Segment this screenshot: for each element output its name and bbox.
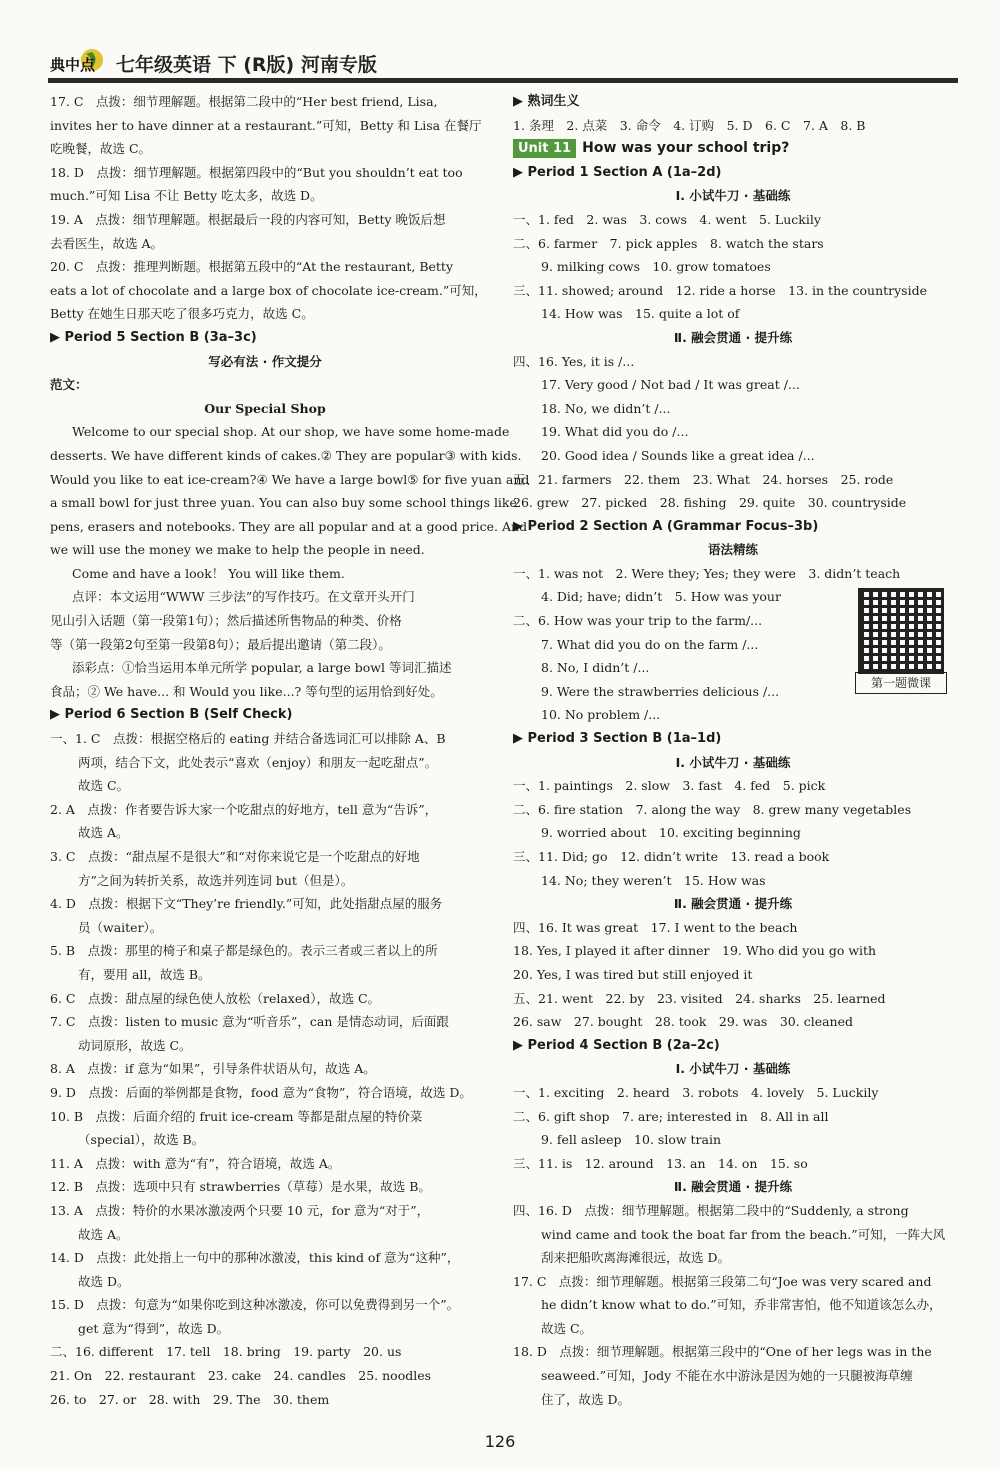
left-line [50, 397, 480, 421]
header-rule [48, 78, 958, 83]
line-text: 方”之间为转折关系，故选并列连词 but（但是）。 [78, 872, 354, 888]
line-text: 14. D 点拨：此处指上一句中的那种冰激凌，this kind of 意为“这种”， [50, 1250, 460, 1266]
right-line [513, 1175, 953, 1199]
right-line [513, 1152, 953, 1176]
line-text: much.”可知 Lisa 不让 Betty 吃太多，故选 D。 [50, 188, 323, 204]
line-text: 两项，结合下文，此处表示“喜欢（enjoy）和朋友一起吃甜点”。 [78, 754, 438, 770]
right-line [513, 397, 953, 421]
right-line [513, 798, 953, 822]
line-text: 9. Were the strawberries delicious /... [541, 683, 780, 699]
right-line [513, 232, 953, 256]
right-line [513, 420, 953, 444]
right-line [513, 1317, 953, 1341]
line-text: 一、1. was not 2. Were they; Yes; they were 3. didn’t teach [513, 565, 901, 581]
left-line [50, 562, 480, 586]
right-line [513, 1034, 953, 1058]
line-text: 二、16. different 17. tell 18. bring 19. party 20. us [50, 1344, 402, 1360]
right-line [513, 1388, 953, 1412]
line-text: 四、16. D 点拨：细节理解题。根据第二段中的“Suddenly, a strong [513, 1202, 909, 1218]
left-line [50, 1223, 480, 1247]
left-line [50, 798, 480, 822]
line-text: ▶ Period 2 Section A (Grammar Focus–3b) [513, 518, 819, 534]
right-line [513, 468, 953, 492]
right-line [513, 326, 953, 350]
line-text: 18. D 点拨：细节理解题。根据第三段中的“One of her legs was in the [513, 1344, 932, 1360]
line-text: he didn’t know what to do.”可知，乔非常害怕，他不知道该怎么办， [541, 1297, 942, 1313]
line-text: invites her to have dinner at a restaurant.”可知，Betty 和 Lisa 在餐厅 [50, 117, 482, 133]
left-line [50, 916, 480, 940]
right-line [513, 373, 953, 397]
line-text: 20. C 点拨：推理判断题。根据第五段中的“At the restaurant, Betty [50, 259, 454, 275]
left-line [50, 680, 480, 704]
line-text: 一、1. paintings 2. slow 3. fast 4. fed 5. pick [513, 778, 826, 794]
line-text: eats a lot of chocolate and a large box of chocolate ice-cream.”可知， [50, 282, 487, 298]
left-line [50, 1152, 480, 1176]
left-line [50, 633, 480, 657]
right-line [513, 892, 953, 916]
left-line [50, 161, 480, 185]
right-line [513, 562, 953, 586]
line-text: seaweed.”可知，Jody 不能在水中游泳是因为她的一只腿被海草缠 [541, 1368, 913, 1384]
right-line [513, 1270, 953, 1294]
right-line [513, 1128, 953, 1152]
left-line [50, 1340, 480, 1364]
line-text: 住了，故选 D。 [541, 1391, 630, 1407]
line-text: 9. D 点拨：后面的举例都是食物，food 意为“食物”，符合语境，故选 D。 [50, 1084, 472, 1100]
right-line [513, 184, 953, 208]
line-text: 21. On 22. restaurant 23. cake 24. candles 25. noodles [50, 1368, 432, 1384]
line-text: 五、21. farmers 22. them 23. What 24. horses 25. rode [513, 471, 894, 487]
left-line [50, 869, 480, 893]
left-line [50, 1081, 480, 1105]
line-text: 17. Very good / Not bad / It was great /... [541, 377, 800, 393]
line-text: we will use the money we make to help the people in need. [50, 542, 425, 558]
right-line [513, 302, 953, 326]
line-text: 10. B 点拨：后面介绍的 fruit ice-cream 等都是甜点屋的特价菜 [50, 1108, 423, 1124]
page-header [0, 0, 1000, 90]
line-text: ▶ Period 4 Section B (2a–2c) [513, 1037, 720, 1053]
qr-label: 第一题微课 [855, 672, 947, 694]
line-text: 写必有法 · 作文提分 [208, 353, 322, 369]
line-text: 二、6. farmer 7. pick apples 8. watch the stars [513, 235, 824, 251]
left-line [50, 774, 480, 798]
left-line [50, 939, 480, 963]
right-line [513, 491, 953, 515]
line-text: 15. D 点拨：句意为“如果你吃到这种冰激凌，你可以免费得到另一个”。 [50, 1297, 460, 1313]
right-line [513, 1340, 953, 1364]
right-line [513, 1105, 953, 1129]
left-line [50, 987, 480, 1011]
left-line [50, 1270, 480, 1294]
left-line [50, 137, 480, 161]
right-line [513, 538, 953, 562]
left-line [50, 892, 480, 916]
right-line [513, 161, 953, 185]
right-line [513, 916, 953, 940]
left-line [50, 1388, 480, 1412]
right-line [513, 1057, 953, 1081]
left-line [50, 703, 480, 727]
unit-badge: Unit 11 [513, 139, 576, 158]
line-text: 吃晚餐，故选 C。 [50, 141, 152, 157]
left-line [50, 609, 480, 633]
right-line [513, 963, 953, 987]
left-line [50, 656, 480, 680]
right-line [513, 703, 953, 727]
line-text: Ⅰ. 小试牛刀 · 基础练 [675, 1061, 791, 1077]
line-text: 5. B 点拨：那里的椅子和桌子都是绿色的。表示三者或三者以上的所 [50, 943, 438, 959]
line-text: wind came and took the boat far from the beach.”可知，一阵大风 [541, 1226, 946, 1242]
line-text: 二、6. fire station 7. along the way 8. grew many vegetables [513, 801, 912, 817]
line-text: Our Special Shop [204, 400, 326, 416]
line-text: 2. A 点拨：作者要告诉大家一个吃甜点的好地方，tell 意为“告诉”， [50, 801, 438, 817]
line-text: 刮来把船吹离海滩很远，故选 D。 [541, 1250, 730, 1266]
right-line [513, 255, 953, 279]
line-text: 9. worried about 10. exciting beginning [541, 825, 801, 841]
right-line [513, 90, 953, 114]
line-text: 26. to 27. or 28. with 29. The 30. them [50, 1391, 330, 1407]
left-line [50, 751, 480, 775]
line-text: Ⅰ. 小试牛刀 · 基础练 [675, 188, 791, 204]
qr-code[interactable] [858, 588, 944, 674]
line-text: 一、1. exciting 2. heard 3. robots 4. lovely 5. Luckily [513, 1084, 879, 1100]
left-line [50, 1175, 480, 1199]
line-text: pens, erasers and notebooks. They are all popular and at a good price. And [50, 518, 528, 534]
left-line [50, 420, 510, 444]
left-line [50, 1105, 480, 1129]
line-text: 去看医生，故选 A。 [50, 235, 164, 251]
right-line [513, 1010, 953, 1034]
line-text: 范文： [50, 377, 88, 393]
line-text: Ⅱ. 融会贯通 · 提升练 [673, 896, 793, 912]
line-text: Come and have a look！ You will like them. [72, 565, 345, 581]
line-text: 三、11. is 12. around 13. an 14. on 15. so [513, 1155, 808, 1171]
line-text: 故选 C。 [78, 778, 130, 794]
line-text: 有，要用 all，故选 B。 [78, 966, 211, 982]
line-text: 五、21. went 22. by 23. visited 24. sharks 25. learned [513, 990, 886, 1006]
left-line [50, 821, 480, 845]
line-text: Would you like to eat ice-cream?④ We have a large bowl⑤ for five yuan and [50, 471, 530, 487]
line-text: 19. What did you do /... [541, 424, 689, 440]
right-line [513, 114, 953, 138]
right-line [513, 1246, 953, 1270]
line-text: 17. C 点拨：细节理解题。根据第三段第二句“Joe was very scared and [513, 1273, 932, 1289]
line-text: 员（waiter）。 [78, 919, 163, 935]
right-line [513, 727, 953, 751]
left-line [50, 515, 528, 539]
left-line [50, 114, 480, 138]
line-text: 20. Good idea / Sounds like a great idea /... [541, 447, 815, 463]
line-text: 18. No, we didn’t /... [541, 400, 671, 416]
right-line [513, 137, 953, 161]
line-text: 一、1. fed 2. was 3. cows 4. went 5. Luckily [513, 211, 821, 227]
right-line [513, 751, 953, 775]
left-line [50, 373, 480, 397]
line-text: 11. A 点拨：with 意为“有”，符合语境，故选 A。 [50, 1155, 341, 1171]
left-line [50, 1317, 480, 1341]
line-text: ▶ Period 5 Section B (3a–3c) [50, 329, 257, 345]
svg-text:典中点: 典中点 [50, 56, 96, 74]
line-text: Betty 在她生日那天吃了很多巧克力，故选 C。 [50, 306, 314, 322]
line-text: 18. Yes, I played it after dinner 19. Who did you go with [513, 943, 877, 959]
line-text: 动词原形，故选 C。 [78, 1037, 192, 1053]
right-line [513, 869, 953, 893]
line-text: 19. A 点拨：细节理解题。根据最后一段的内容可知，Betty 晚饭后想 [50, 211, 446, 227]
line-text: 14. How was 15. quite a lot of [541, 306, 740, 322]
left-line [50, 1057, 480, 1081]
left-line [50, 468, 530, 492]
line-text: 点评：本文运用“WWW 三步法”的写作技巧。在文章开头开门 [72, 589, 415, 605]
left-line [50, 302, 480, 326]
left-line [50, 1199, 480, 1223]
line-text: ▶ Period 1 Section A (1a–2d) [513, 164, 722, 180]
line-text: get 意为“得到”，故选 D。 [78, 1320, 230, 1336]
left-line [50, 255, 480, 279]
left-line [50, 727, 480, 751]
line-text: 三、11. Did; go 12. didn’t write 13. read a book [513, 849, 830, 864]
left-line [50, 1128, 480, 1152]
left-line [50, 208, 480, 232]
right-column [513, 90, 953, 1411]
right-line [513, 821, 953, 845]
line-text: 9. fell asleep 10. slow train [541, 1132, 722, 1148]
line-text: 4. D 点拨：根据下文“They’re friendly.”可知，此处指甜点屋的服务 [50, 896, 443, 912]
left-line [50, 585, 480, 609]
line-text: ▶ Period 3 Section B (1a–1d) [513, 731, 722, 747]
left-line [50, 538, 480, 562]
right-line [513, 987, 953, 1011]
page-number: 126 [484, 1432, 516, 1451]
left-line [50, 350, 480, 374]
right-line [513, 1223, 953, 1247]
left-line [50, 1293, 480, 1317]
left-line [50, 444, 522, 468]
line-text: 17. C 点拨：细节理解题。根据第二段中的“Her best friend, Lisa, [50, 94, 438, 109]
line-text: 4. Did; have; didn’t 5. How was your [541, 589, 781, 605]
left-column [50, 90, 530, 1411]
left-line [50, 845, 480, 869]
line-text: 等（第一段第2句至第一段第8句）；最后提出邀请（第二段）。 [50, 636, 391, 652]
left-line [50, 1364, 480, 1388]
left-line [50, 963, 480, 987]
right-line [513, 350, 953, 374]
right-line [513, 1364, 953, 1388]
right-line [513, 444, 953, 468]
left-line [50, 326, 480, 350]
line-text: 语法精练 [707, 542, 758, 558]
line-text: 18. D 点拨：细节理解题。根据第四段中的“But you shouldn’t eat too [50, 164, 463, 180]
line-text: 二、6. gift shop 7. are; interested in 8. All in all [513, 1108, 829, 1124]
left-line [50, 90, 480, 114]
line-text: 故选 D。 [78, 1273, 130, 1289]
right-line [513, 939, 953, 963]
line-text: Ⅱ. 融会贯通 · 提升练 [673, 329, 793, 345]
line-text: 7. C 点拨：listen to music 意为“听音乐”，can 是情态动词，后面跟 [50, 1014, 449, 1030]
line-text: 见山引入话题（第一段第1句）；然后描述所售物品的种类、价格 [50, 613, 402, 629]
line-text: 四、16. Yes, it is /... [513, 353, 635, 369]
line-text: 12. B 点拨：选项中只有 strawberries（草莓）是水果，故选 B。 [50, 1179, 431, 1195]
right-line [513, 845, 953, 869]
line-text: （special），故选 B。 [78, 1132, 205, 1148]
left-line [50, 491, 517, 515]
page-title: 七年级英语 下 (R版) 河南专版 [116, 54, 377, 76]
right-line [513, 1293, 953, 1317]
line-text: 添彩点：①恰当运用本单元所学 popular, a large bowl 等词汇描述 [72, 660, 452, 676]
logo [50, 48, 108, 76]
line-text: Ⅱ. 融会贯通 · 提升练 [673, 1179, 793, 1195]
line-text: desserts. We have different kinds of cakes.② They are popular③ with kids. [50, 447, 522, 463]
line-text: 二、6. How was your trip to the farm/... [513, 613, 763, 629]
right-line [513, 1199, 953, 1223]
left-line [50, 184, 480, 208]
left-line [50, 1246, 480, 1270]
left-line [50, 1010, 480, 1034]
right-line [513, 208, 953, 232]
right-line [513, 1081, 953, 1105]
line-text: 6. C 点拨：甜点屋的绿色使人放松（relaxed），故选 C。 [50, 990, 381, 1006]
line-text: 三、11. showed; around 12. ride a horse 13. in the countryside [513, 282, 927, 298]
line-text: 8. No, I didn’t /... [541, 660, 650, 676]
left-line [50, 232, 480, 256]
right-line [513, 515, 953, 539]
line-text: 26. grew 27. picked 28. fishing 29. quite 30. countryside [513, 495, 907, 511]
line-text: 20. Yes, I was tired but still enjoyed it [513, 966, 753, 982]
line-text: 14. No; they weren’t 15. How was [541, 872, 766, 888]
line-text: 8. A 点拨：if 意为“如果”，引导条件状语从句，故选 A。 [50, 1061, 376, 1077]
line-text: 26. saw 27. bought 28. took 29. was 30. cleaned [513, 1014, 853, 1030]
line-text: Ⅰ. 小试牛刀 · 基础练 [675, 754, 791, 770]
line-text: ▶ Period 6 Section B (Self Check) [50, 707, 293, 723]
line-text: 四、16. It was great 17. I went to the beach [513, 919, 798, 935]
right-line [513, 279, 953, 303]
line-text: 10. No problem /... [541, 707, 661, 723]
line-text: Welcome to our special shop. At our shop, we have some home-made [72, 424, 510, 440]
line-text: a small bowl for just three yuan. You can also buy some school things like [50, 495, 517, 511]
line-text: 故选 A。 [78, 825, 129, 841]
line-text: 1. 条理 2. 点菜 3. 命令 4. 订购 5. D 6. C 7. A 8. B [513, 117, 866, 133]
line-text: 9. milking cows 10. grow tomatoes [541, 259, 771, 275]
line-text: 13. A 点拨：特价的水果冰激凌两个只要 10 元，for 意为“对于”， [50, 1202, 430, 1218]
line-text: 3. C 点拨：“甜点屋不是很大”和“对你来说它是一个吃甜点的好地 [50, 849, 420, 864]
left-line [50, 1034, 480, 1058]
line-text: How was your school trip? [582, 140, 790, 157]
line-text: 一、1. C 点拨：根据空格后的 eating 并结合备选词汇可以排除 A、B [50, 731, 446, 747]
line-text: 7. What did you do on the farm /... [541, 636, 759, 652]
line-text: ▶ 熟词生义 [513, 94, 580, 109]
line-text: 食品；② We have... 和 Would you like...? 等句型的运用恰到好处。 [50, 683, 443, 699]
left-line [50, 279, 487, 303]
line-text: 故选 C。 [541, 1320, 593, 1336]
line-text: 故选 A。 [78, 1226, 129, 1242]
right-line [513, 774, 953, 798]
